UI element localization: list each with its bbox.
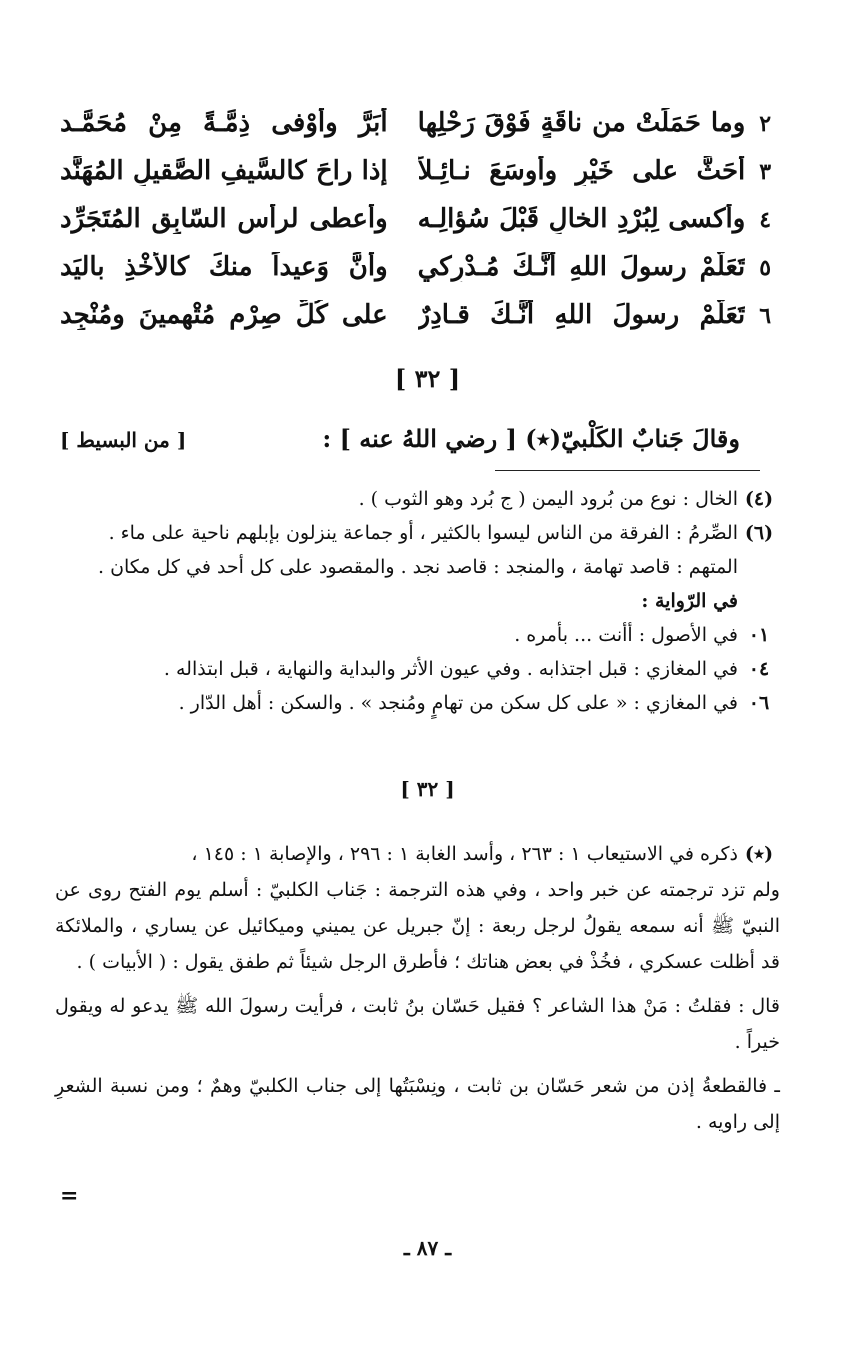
riwaya-text: في المغازي : قبل اجتذابه . وفي عيون الأثر والبداية والنهاية ، قبل ابتذاله . <box>163 658 738 680</box>
second-hemistich: على كُلِّ صِرْمٍ مُتْهِمينَ ومُنْجِد <box>60 300 388 330</box>
riwaya-heading: في الرّواية : <box>641 590 738 612</box>
poem-meter: [ من البسيط ] <box>60 428 187 452</box>
first-hemistich: تَعَلَّمْ رسولَ اللهِ أنَّـكَ قـادِرٌ <box>417 300 746 330</box>
source-note-paragraph: ـ فالقطعةُ إذن من شعر حَسّان بن ثابت ، ونِسْبَتُها إلى جناب الكلبيّ وهمٌ ؛ ومن نسبة الشعرِ إلى راويه . <box>55 1075 780 1133</box>
footnote-key: (٤) <box>744 488 774 510</box>
verse-number: ٢ <box>759 111 772 137</box>
riwaya-key: ٠١ <box>748 624 770 646</box>
verse-line <box>60 108 785 156</box>
source-note <box>55 836 780 1140</box>
footnote-text: الصِّرمُ : الفرقة من الناس ليسوا بالكثير ، أو جماعة ينزلون بإبلهم ناحية على ماء . <box>108 522 738 544</box>
first-hemistich: تَعَلَّمْ رسولَ اللهِ أنَّـكَ مُـدْرِكي <box>417 252 746 282</box>
second-hemistich: إذا راحَ كالسَّيفِ الصَّقيلِ المُهَنَّد <box>60 156 388 186</box>
source-note-first-line <box>55 836 780 872</box>
verse-line <box>60 156 785 204</box>
verse-line <box>60 252 785 300</box>
footnote <box>55 482 780 516</box>
footnote-text: الخال : نوع من بُرود اليمن ( ج بُرد وهو الثوب ) . <box>358 488 738 510</box>
footnote-continuation: المتهم : قاصد تهامة ، والمنجد : قاصد نجد . والمقصود على كل أحد في كل مكان . <box>97 556 738 578</box>
footnotes <box>55 482 780 720</box>
verse-line <box>60 204 785 252</box>
page-number: ـ ٨٧ ـ <box>403 1236 452 1260</box>
footnote-divider <box>495 470 760 471</box>
riwaya-item <box>55 618 780 652</box>
verse-number: ٣ <box>759 159 772 185</box>
riwaya-key: ٠٤ <box>748 658 770 680</box>
first-hemistich: وأكسى لِبُرْدِ الخالِ قَبْلَ سُؤالِـه <box>417 204 746 234</box>
footnote-key: (٦) <box>744 522 774 544</box>
first-hemistich: وما حَمَلَتْ من ناقَةٍ فَوْقَ رَحْلِها <box>417 108 746 138</box>
verse-number: ٦ <box>759 303 772 329</box>
riwaya-key: ٠٦ <box>748 692 770 714</box>
second-hemistich: وأنَّ وَعيداً منكَ كالأَخْذِ باليَد <box>60 252 388 282</box>
first-hemistich: أحَثَّ على خَيْرٍ وأوسَعَ نـائِـلاً <box>417 156 746 186</box>
second-hemistich: وأعطى لرأسِ السّابِقِ المُتَجَرِّد <box>60 204 388 234</box>
source-note-paragraph: قال : فقلتُ : مَنْ هذا الشاعر ؟ فقيل حَسّان بنُ ثابت ، فرأيت رسولَ الله ﷺ يدعو له ويقول خيراً . <box>55 995 780 1053</box>
footnote <box>55 516 780 550</box>
riwaya-text: في المغازي : « على كل سكن من تهامٍ ومُنجد » . والسكن : أهل الدّار . <box>178 692 738 714</box>
verse-number: ٥ <box>759 255 772 281</box>
riwaya-item <box>55 686 780 720</box>
verse-line <box>60 300 785 348</box>
riwaya-text: في الأصول : أأنت ... بأمره . <box>514 624 738 646</box>
second-hemistich: أبَرَّ وأوْفى ذِمَّـةً مِنْ مُحَمَّـد <box>60 108 388 138</box>
source-note-key: (٭) <box>744 843 774 865</box>
section-number: [ ٣٢ ] <box>394 364 461 393</box>
continuation-mark: = <box>60 1183 79 1209</box>
section-intro-row <box>60 424 740 453</box>
section-intro: وقالَ جَنابٌ الكَلْبيّ(٭) [ رضي اللهُ عنه ] : <box>322 424 740 453</box>
reference-number: [ ٣٢ ] <box>400 777 455 801</box>
source-note-paragraph: ولم تزد ترجمته عن خبر واحد ، وفي هذه الترجمة : جَناب الكلبيّ : أسلم يوم الفتح روى عن النبيّ ﷺ أنه سمعه يقولُ لرجل ربعة : إنّ جبريل عن يميني وميكائيل عن يساري ، والملائكة قد أظلت عسكري ، فخُذْ في بعض هناتك ؛ فأطرق الرجل شيئاً ثم طفق يقول : ( الأبيات ) . <box>55 879 780 973</box>
poem-block <box>60 108 785 348</box>
verse-number: ٤ <box>759 207 772 233</box>
source-note-line: ذكره في الاستيعاب ١ : ٢٦٣ ، وأسد الغابة ١ : ٢٩٦ ، والإصابة ١ : ١٤٥ ، <box>191 843 738 865</box>
riwaya-item <box>55 652 780 686</box>
